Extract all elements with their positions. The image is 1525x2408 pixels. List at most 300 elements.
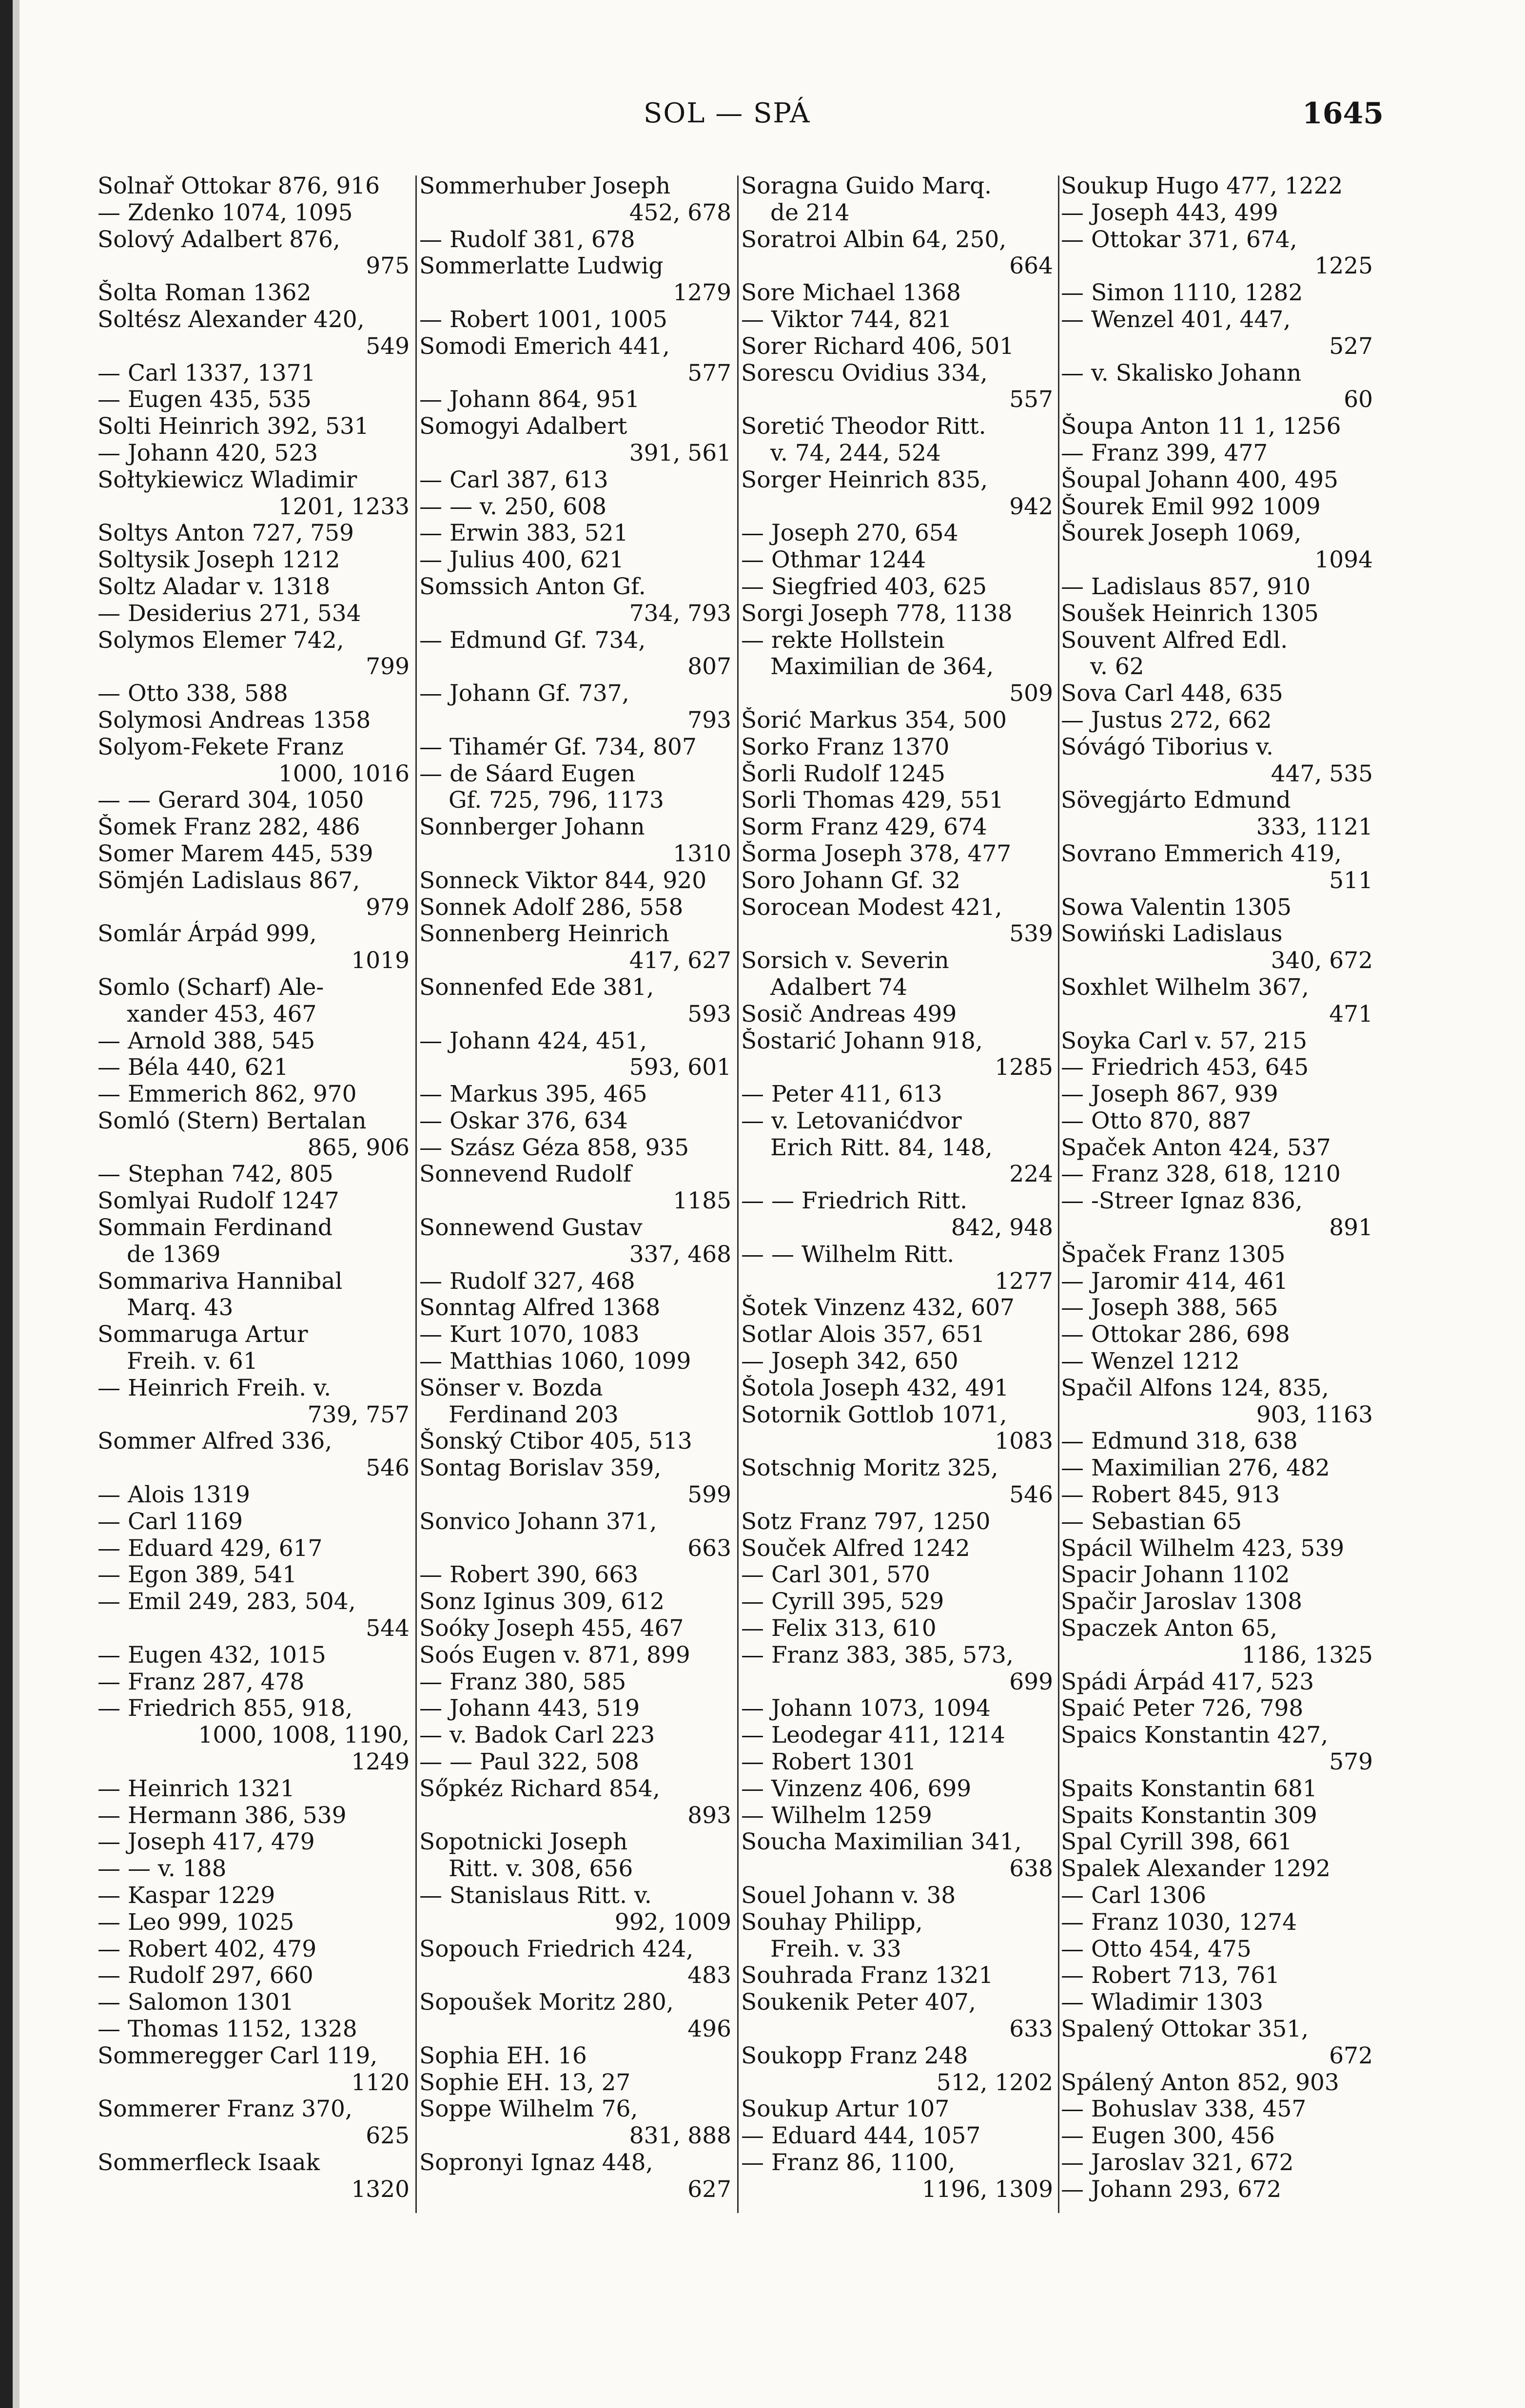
index-entry: de 1369: [127, 1241, 221, 1268]
index-entry: — Wenzel 401, 447,: [1061, 306, 1291, 333]
index-entry: 865, 906: [307, 1134, 410, 1161]
index-entry: 1019: [351, 948, 410, 974]
index-entry: Sommerfleck Isaak: [98, 2149, 320, 2176]
index-entry: Sowa Valentin 1305: [1061, 894, 1292, 921]
index-entry: 807: [687, 654, 731, 680]
index-entry: Soltys Anton 727, 759: [98, 520, 354, 547]
index-entry: Spalený Ottokar 351,: [1061, 2016, 1309, 2042]
index-entry: Šostarić Johann 918,: [741, 1028, 983, 1054]
index-entry: Sonnenberg Heinrich: [419, 921, 669, 948]
column-4: [1061, 173, 1373, 2203]
index-entry: — Cyrill 395, 529: [741, 1589, 944, 1615]
index-entry: Sommerer Franz 370,: [98, 2096, 352, 2123]
index-entry: Sőpkéz Richard 854,: [419, 1775, 660, 1802]
index-entry: — Johann 420, 523: [98, 440, 318, 466]
index-entry: Somlo (Scharf) Ale-: [98, 974, 324, 1001]
index-entry: Sommer Alfred 336,: [98, 1428, 332, 1455]
index-entry: Šotek Vinzenz 432, 607: [741, 1295, 1015, 1321]
index-entry: 975: [366, 253, 410, 280]
index-entry: — Carl 1337, 1371: [98, 360, 316, 387]
index-entry: — Kaspar 1229: [98, 1883, 275, 1909]
index-entry: Sommerhuber Joseph: [419, 173, 671, 199]
index-entry: — Johann 864, 951: [419, 387, 640, 413]
index-entry: 793: [687, 707, 731, 734]
index-entry: Soukup Hugo 477, 1222: [1061, 173, 1343, 199]
index-entry: Sorsich v. Severin: [741, 948, 949, 974]
index-entry: 340, 672: [1271, 948, 1373, 974]
index-entry: Spal Cyrill 398, 661: [1061, 1829, 1292, 1856]
index-entry: — Peter 411, 613: [741, 1081, 942, 1108]
index-entry: Sömjén Ladislaus 867,: [98, 867, 360, 894]
index-entry: — de Sáard Eugen: [419, 760, 636, 787]
index-entry: Sonz Iginus 309, 612: [419, 1589, 665, 1615]
index-entry: — Johann 1073, 1094: [741, 1695, 991, 1722]
index-entry: — — Gerard 304, 1050: [98, 787, 364, 814]
index-entry: — Jaromir 414, 461: [1061, 1268, 1288, 1295]
index-entry: 1000, 1008, 1190,: [198, 1722, 410, 1749]
index-entry: Sóvágó Tiborius v.: [1061, 734, 1273, 760]
index-entry: — Wenzel 1212: [1061, 1348, 1240, 1375]
index-entry: — Eduard 429, 617: [98, 1535, 323, 1562]
index-entry: 546: [366, 1455, 410, 1482]
index-entry: Soukenik Peter 407,: [741, 1989, 976, 2016]
index-entry: 1196, 1309: [921, 2176, 1053, 2203]
index-entry: 1083: [995, 1428, 1053, 1455]
index-entry: — rekte Hollstein: [741, 627, 945, 654]
index-entry: Sova Carl 448, 635: [1061, 680, 1283, 707]
index-entry: — Rudolf 381, 678: [419, 226, 635, 253]
index-entry: 577: [687, 360, 731, 387]
index-entry: Sommerlatte Ludwig: [419, 253, 664, 280]
index-entry: — Kurt 1070, 1083: [419, 1321, 640, 1348]
index-entry: 333, 1121: [1256, 814, 1373, 841]
index-entry: — Johann 293, 672: [1061, 2176, 1282, 2203]
index-entry: 979: [366, 894, 410, 921]
index-entry: Souček Alfred 1242: [741, 1535, 970, 1562]
index-entry: Sotz Franz 797, 1250: [741, 1508, 991, 1535]
index-entry: Spačil Alfons 124, 835,: [1061, 1375, 1329, 1401]
index-entry: — Stephan 742, 805: [98, 1161, 333, 1188]
index-entry: — Szász Géza 858, 935: [419, 1134, 689, 1161]
index-entry: — Markus 395, 465: [419, 1081, 647, 1108]
index-entry: Spačir Jaroslav 1308: [1061, 1589, 1302, 1615]
index-entry: — Maximilian 276, 482: [1061, 1455, 1330, 1482]
index-entry: 1000, 1016: [278, 760, 410, 787]
index-entry: — Wladimir 1303: [1061, 1989, 1264, 2016]
index-entry: — Salomon 1301: [98, 1989, 294, 2016]
index-entry: — Eugen 300, 456: [1061, 2123, 1275, 2150]
index-entry: — Edmund Gf. 734,: [419, 627, 646, 654]
index-entry: 992, 1009: [614, 1909, 731, 1936]
column-3: [741, 173, 1053, 2203]
index-entry: Solti Heinrich 392, 531: [98, 413, 369, 440]
index-entry: Somssich Anton Gf.: [419, 573, 646, 600]
index-entry: Sommain Ferdinand: [98, 1215, 332, 1242]
index-entry: 544: [366, 1615, 410, 1642]
index-entry: Sonnewend Gustav: [419, 1215, 643, 1242]
index-entry: 893: [687, 1802, 731, 1829]
index-entry: — Justus 272, 662: [1061, 707, 1272, 734]
index-entry: — Carl 301, 570: [741, 1562, 930, 1589]
index-entry: — Simon 1110, 1282: [1061, 280, 1303, 307]
column-divider: [1058, 175, 1059, 2213]
column-2: [419, 173, 731, 2203]
column-divider: [737, 175, 739, 2213]
index-entry: Sommaruga Artur: [98, 1321, 308, 1348]
index-entry: Marq. 43: [127, 1295, 234, 1321]
index-entry: Šorić Markus 354, 500: [741, 707, 1007, 734]
index-entry: — Leo 999, 1025: [98, 1909, 294, 1936]
index-entry: Somlyai Rudolf 1247: [98, 1188, 339, 1215]
index-entry: — Arnold 388, 545: [98, 1028, 315, 1054]
index-entry: 1310: [673, 840, 731, 867]
index-entry: 391, 561: [629, 440, 731, 466]
index-entry: Sonnek Adolf 286, 558: [419, 894, 684, 921]
index-entry: Spaczek Anton 65,: [1061, 1615, 1277, 1642]
index-entry: — Johann 443, 519: [419, 1695, 640, 1722]
index-entry: 512, 1202: [936, 2069, 1053, 2096]
index-entry: Soltysik Joseph 1212: [98, 547, 340, 574]
index-entry: Soxhlet Wilhelm 367,: [1061, 974, 1309, 1001]
index-entry: — Leodegar 411, 1214: [741, 1722, 1005, 1749]
index-entry: — Johann 424, 451,: [419, 1028, 647, 1054]
index-entry: — Joseph 388, 565: [1061, 1295, 1278, 1321]
index-entry: Ferdinand 203: [449, 1401, 619, 1428]
index-entry: Spálený Anton 852, 903: [1061, 2069, 1339, 2096]
index-entry: 672: [1329, 2042, 1373, 2069]
index-entry: Sore Michael 1368: [741, 280, 961, 307]
index-entry: Sotornik Gottlob 1071,: [741, 1401, 1007, 1428]
index-entry: — Edmund 318, 638: [1061, 1428, 1298, 1455]
page-header: SOL — SPÁ: [644, 97, 811, 129]
index-entry: 1279: [673, 280, 731, 307]
index-entry: Soyka Carl v. 57, 215: [1061, 1028, 1308, 1054]
index-entry: Solnař Ottokar 876, 916: [98, 173, 380, 199]
index-entry: 496: [687, 2016, 731, 2042]
index-entry: — — v. 188: [98, 1856, 227, 1883]
index-entry: — — Wilhelm Ritt.: [741, 1241, 955, 1268]
index-entry: 224: [1009, 1161, 1053, 1188]
index-entry: v. 74, 244, 524: [770, 440, 941, 466]
index-entry: — Thomas 1152, 1328: [98, 2016, 357, 2042]
index-entry: — Jaroslav 321, 672: [1061, 2149, 1294, 2176]
index-entry: Spaček Anton 424, 537: [1061, 1134, 1331, 1161]
index-entry: — Bohuslav 338, 457: [1061, 2096, 1307, 2123]
index-entry: Somer Marem 445, 539: [98, 840, 373, 867]
index-entry: 739, 757: [307, 1401, 410, 1428]
index-entry: Soltz Aladar v. 1318: [98, 573, 331, 600]
index-entry: — Heinrich Freih. v.: [98, 1375, 332, 1401]
index-entry: 633: [1009, 2016, 1053, 2042]
index-entry: Solyom-Fekete Franz: [98, 734, 344, 760]
index-entry: 1320: [351, 2176, 410, 2203]
index-entry: — Siegfried 403, 625: [741, 573, 987, 600]
index-entry: — Otto 870, 887: [1061, 1107, 1251, 1134]
index-entry: — Joseph 867, 939: [1061, 1081, 1278, 1108]
index-entry: Sorescu Ovidius 334,: [741, 360, 988, 387]
page-number: 1645: [1302, 97, 1384, 131]
index-entry: Spaić Peter 726, 798: [1061, 1695, 1304, 1722]
index-entry: 539: [1009, 921, 1053, 948]
index-entry: Spádi Árpád 417, 523: [1061, 1669, 1314, 1695]
index-entry: 1186, 1325: [1241, 1642, 1373, 1669]
index-entry: Solymosi Andreas 1358: [98, 707, 371, 734]
index-entry: 842, 948: [951, 1215, 1053, 1242]
index-entry: — — Friedrich Ritt.: [741, 1188, 968, 1215]
index-entry: 1094: [1314, 547, 1373, 574]
index-entry: — Joseph 417, 479: [98, 1829, 315, 1856]
index-entry: Soragna Guido Marq.: [741, 173, 992, 199]
index-entry: — Otto 338, 588: [98, 680, 288, 707]
index-entry: Souvent Alfred Edl.: [1061, 627, 1288, 654]
index-entry: — Carl 387, 613: [419, 466, 608, 493]
index-entry: — Othmar 1244: [741, 547, 926, 574]
index-entry: Sopoušek Moritz 280,: [419, 1989, 674, 2016]
index-entry: — Wilhelm 1259: [741, 1802, 932, 1829]
index-entry: 1185: [673, 1188, 731, 1215]
index-entry: Šourek Joseph 1069,: [1061, 520, 1302, 547]
index-entry: Freih. v. 61: [127, 1348, 258, 1375]
index-entry: — Zdenko 1074, 1095: [98, 199, 353, 226]
index-entry: xander 453, 467: [127, 1001, 317, 1028]
index-entry: 1201, 1233: [278, 493, 410, 520]
index-entry: Soppe Wilhelm 76,: [419, 2096, 638, 2123]
index-entry: — Robert 845, 913: [1061, 1482, 1280, 1509]
index-entry: Ritt. v. 308, 656: [449, 1856, 633, 1883]
index-entry: 599: [687, 1482, 731, 1509]
index-entry: de 214: [770, 199, 850, 226]
index-entry: 638: [1009, 1856, 1053, 1883]
index-entry: Šonský Ctibor 405, 513: [419, 1428, 692, 1455]
index-entry: — -Streer Ignaz 836,: [1061, 1188, 1303, 1215]
index-entry: 337, 468: [629, 1241, 731, 1268]
index-entry: — Franz 287, 478: [98, 1669, 305, 1695]
index-entry: 903, 1163: [1256, 1401, 1373, 1428]
index-entry: Sovrano Emmerich 419,: [1061, 840, 1342, 867]
index-entry: — Franz 399, 477: [1061, 440, 1268, 466]
index-entry: — Eduard 444, 1057: [741, 2123, 981, 2150]
index-entry: — Matthias 1060, 1099: [419, 1348, 691, 1375]
index-entry: — v. Letovanićdvor: [741, 1107, 962, 1134]
index-entry: 627: [687, 2176, 731, 2203]
index-entry: — Ladislaus 857, 910: [1061, 573, 1311, 600]
index-entry: Sorger Heinrich 835,: [741, 466, 988, 493]
index-entry: Souhay Philipp,: [741, 1909, 923, 1936]
index-entry: Spacir Johann 1102: [1061, 1562, 1290, 1589]
index-entry: Soretić Theodor Ritt.: [741, 413, 986, 440]
index-entry: Souel Johann v. 38: [741, 1883, 956, 1909]
index-entry: v. 62: [1090, 654, 1144, 680]
index-entry: Šorli Rudolf 1245: [741, 760, 945, 787]
index-entry: — Franz 328, 618, 1210: [1061, 1161, 1341, 1188]
index-entry: 1225: [1314, 253, 1373, 280]
index-entry: Šourek Emil 992 1009: [1061, 493, 1321, 520]
index-entry: — Ottokar 371, 674,: [1061, 226, 1297, 253]
index-entry: Soratroi Albin 64, 250,: [741, 226, 1007, 253]
index-entry: 593: [687, 1001, 731, 1028]
index-entry: 664: [1009, 253, 1053, 280]
index-entry: — Alois 1319: [98, 1482, 250, 1509]
index-entry: Sontag Borislav 359,: [419, 1455, 662, 1482]
index-entry: — Julius 400, 621: [419, 547, 624, 574]
index-entry: — Joseph 270, 654: [741, 520, 958, 547]
index-entry: Sopronyi Ignaz 448,: [419, 2149, 653, 2176]
index-entry: — Oskar 376, 634: [419, 1107, 628, 1134]
index-entry: 831, 888: [629, 2123, 731, 2150]
index-entry: — Egon 389, 541: [98, 1562, 297, 1589]
index-entry: — — Paul 322, 508: [419, 1749, 639, 1776]
index-entry: Maximilian de 364,: [770, 654, 994, 680]
index-entry: — Franz 380, 585: [419, 1669, 626, 1695]
index-entry: — Franz 1030, 1274: [1061, 1909, 1297, 1936]
page-left-edge: [0, 0, 13, 2408]
index-entry: Sorli Thomas 429, 551: [741, 787, 1004, 814]
index-entry: — Otto 454, 475: [1061, 1936, 1251, 1962]
index-entry: 447, 535: [1271, 760, 1373, 787]
index-entry: — Sebastian 65: [1061, 1508, 1242, 1535]
index-entry: 549: [366, 333, 410, 360]
index-entry: — Eugen 435, 535: [98, 387, 312, 413]
index-entry: Sönser v. Bozda: [419, 1375, 603, 1401]
index-entry: 546: [1009, 1482, 1053, 1509]
index-entry: Špaček Franz 1305: [1061, 1241, 1286, 1268]
index-entry: Sommeregger Carl 119,: [98, 2042, 378, 2069]
index-entry: Sorer Richard 406, 501: [741, 333, 1015, 360]
index-entry: Sorocean Modest 421,: [741, 894, 1002, 921]
index-entry: Sophie EH. 13, 27: [419, 2069, 631, 2096]
index-entry: — Carl 1306: [1061, 1883, 1206, 1909]
index-entry: — Erwin 383, 521: [419, 520, 628, 547]
index-entry: — Béla 440, 621: [98, 1054, 289, 1081]
index-entry: — Ottokar 286, 698: [1061, 1321, 1290, 1348]
index-entry: Sonneck Viktor 844, 920: [419, 867, 707, 894]
index-entry: Sotlar Alois 357, 651: [741, 1321, 985, 1348]
index-entry: Sophia EH. 16: [419, 2042, 587, 2069]
index-entry: Sopouch Friedrich 424,: [419, 1936, 694, 1962]
index-entry: — Friedrich 855, 918,: [98, 1695, 353, 1722]
index-entry: Somló (Stern) Bertalan: [98, 1107, 367, 1134]
index-entry: Soóky Joseph 455, 467: [419, 1615, 684, 1642]
index-entry: Solymos Elemer 742,: [98, 627, 344, 654]
index-entry: Spaits Konstantin 309: [1061, 1802, 1317, 1829]
index-entry: Soltész Alexander 420,: [98, 306, 365, 333]
index-entry: Šotola Joseph 432, 491: [741, 1375, 1009, 1401]
index-entry: — Robert 1301: [741, 1749, 917, 1776]
index-entry: Sorgi Joseph 778, 1138: [741, 600, 1013, 627]
index-entry: 60: [1344, 387, 1373, 413]
index-entry: — Robert 1001, 1005: [419, 306, 667, 333]
index-entry: 483: [687, 1962, 731, 1989]
index-entry: 1277: [995, 1268, 1053, 1295]
index-entry: Spaics Konstantin 427,: [1061, 1722, 1329, 1749]
index-entry: Solový Adalbert 876,: [98, 226, 340, 253]
column-1: [98, 173, 410, 2203]
index-entry: — Stanislaus Ritt. v.: [419, 1883, 652, 1909]
index-entry: — Viktor 744, 821: [741, 306, 952, 333]
index-entry: — Emmerich 862, 970: [98, 1081, 357, 1108]
index-entry: Sosič Andreas 499: [741, 1001, 957, 1028]
index-entry: Šoupal Johann 400, 495: [1061, 466, 1339, 493]
index-entry: Soucha Maximilian 341,: [741, 1829, 1022, 1856]
index-entry: Sorm Franz 429, 674: [741, 814, 987, 841]
index-entry: — Carl 1169: [98, 1508, 243, 1535]
index-entry: — Rudolf 297, 660: [98, 1962, 313, 1989]
index-entry: Soukup Artur 107: [741, 2096, 950, 2123]
index-entry: Sonvico Johann 371,: [419, 1508, 657, 1535]
index-entry: 942: [1009, 493, 1053, 520]
index-entry: — Heinrich 1321: [98, 1775, 295, 1802]
index-entry: 579: [1329, 1749, 1373, 1776]
index-entry: Sorko Franz 1370: [741, 734, 950, 760]
index-entry: Somlár Árpád 999,: [98, 921, 317, 948]
index-entry: 452, 678: [629, 199, 731, 226]
index-entry: Spalek Alexander 1292: [1061, 1856, 1331, 1883]
index-entry: Soro Johann Gf. 32: [741, 867, 961, 894]
index-entry: — v. Badok Carl 223: [419, 1722, 655, 1749]
index-entry: — v. Skalisko Johann: [1061, 360, 1302, 387]
index-entry: Soós Eugen v. 871, 899: [419, 1642, 690, 1669]
index-entry: Adalbert 74: [770, 974, 908, 1001]
index-entry: Sonnberger Johann: [419, 814, 645, 841]
index-entry: 799: [366, 654, 410, 680]
index-entry: — Tihamér Gf. 734, 807: [419, 734, 697, 760]
index-entry: — Joseph 342, 650: [741, 1348, 958, 1375]
column-divider: [415, 175, 417, 2213]
index-entry: Spácil Wilhelm 423, 539: [1061, 1535, 1345, 1562]
index-entry: — Vinzenz 406, 699: [741, 1775, 972, 1802]
index-entry: Šolta Roman 1362: [98, 280, 312, 307]
index-entry: Sövegjárto Edmund: [1061, 787, 1291, 814]
index-entry: Šorma Joseph 378, 477: [741, 840, 1012, 867]
index-entry: 557: [1009, 387, 1053, 413]
index-entry: Soušek Heinrich 1305: [1061, 600, 1319, 627]
index-entry: Sopotnicki Joseph: [419, 1829, 628, 1856]
index-entry: Erich Ritt. 84, 148,: [770, 1134, 993, 1161]
index-entry: Sotschnig Moritz 325,: [741, 1455, 998, 1482]
index-entry: Šomek Franz 282, 486: [98, 814, 360, 841]
index-entry: 699: [1009, 1669, 1053, 1695]
page-spine: [13, 0, 20, 2408]
index-entry: 734, 793: [629, 600, 731, 627]
index-entry: 471: [1329, 1001, 1373, 1028]
index-entry: Sonnevend Rudolf: [419, 1161, 631, 1188]
index-entry: Somogyi Adalbert: [419, 413, 627, 440]
index-entry: 593, 601: [629, 1054, 731, 1081]
index-entry: — Friedrich 453, 645: [1061, 1054, 1309, 1081]
index-entry: 663: [687, 1535, 731, 1562]
index-entry: Sonnenfed Ede 381,: [419, 974, 654, 1001]
index-entry: 527: [1329, 333, 1373, 360]
index-entry: — Robert 713, 761: [1061, 1962, 1280, 1989]
index-entry: — Hermann 386, 539: [98, 1802, 347, 1829]
index-entry: Sonntag Alfred 1368: [419, 1295, 661, 1321]
index-entry: Soukopp Franz 248: [741, 2042, 968, 2069]
index-entry: — Robert 402, 479: [98, 1936, 317, 1962]
index-entry: Somodi Emerich 441,: [419, 333, 670, 360]
index-entry: Sommariva Hannibal: [98, 1268, 343, 1295]
index-entry: — Emil 249, 283, 504,: [98, 1589, 356, 1615]
index-entry: Souhrada Franz 1321: [741, 1962, 994, 1989]
index-entry: Freih. v. 33: [770, 1936, 901, 1962]
index-entry: — Johann Gf. 737,: [419, 680, 629, 707]
index-entry: 417, 627: [629, 948, 731, 974]
index-entry: — Robert 390, 663: [419, 1562, 639, 1589]
index-entry: — Franz 86, 1100,: [741, 2149, 956, 2176]
index-entry: — Felix 313, 610: [741, 1615, 937, 1642]
index-entry: 1120: [351, 2069, 410, 2096]
index-entry: — Franz 383, 385, 573,: [741, 1642, 1014, 1669]
index-entry: — Eugen 432, 1015: [98, 1642, 326, 1669]
